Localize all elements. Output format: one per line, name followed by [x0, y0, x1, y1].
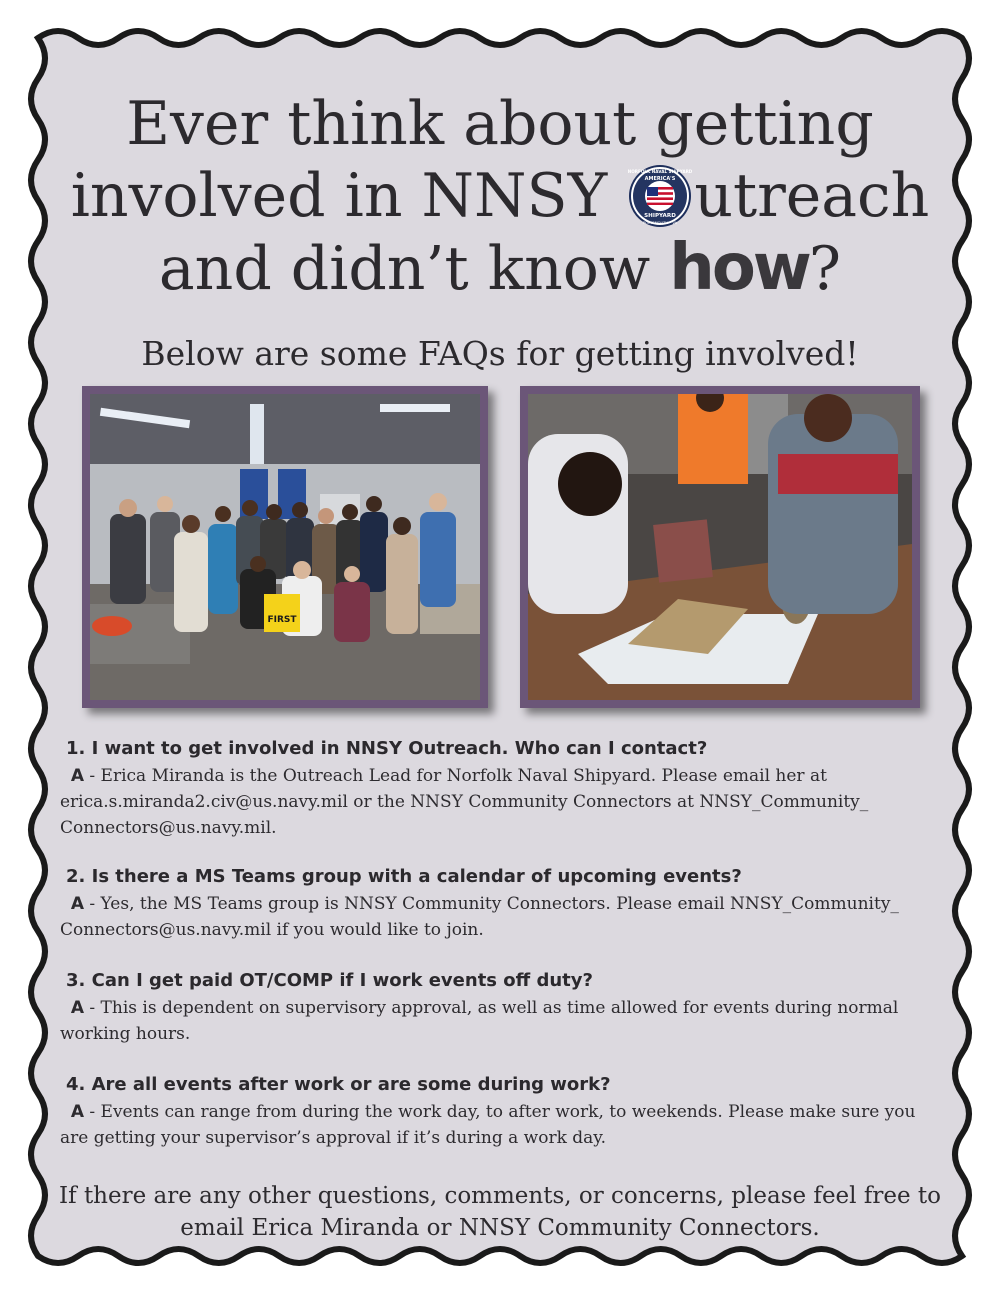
faq-question-1: 1. I want to get involved in NNSY Outreach. Who can I contact? — [66, 738, 708, 759]
logo-mid-text-2: SHIPYARD — [644, 213, 677, 219]
headline-line-2-end: utreach — [694, 161, 930, 231]
headline-line-2 — [40, 160, 960, 232]
headline-emphasis-how: how — [669, 231, 809, 305]
group-photo-image — [90, 394, 480, 700]
logo-top-text: NORFOLK NAVAL SHIPYARD — [628, 169, 693, 174]
first-sign — [264, 594, 300, 632]
faq-answer-2 — [60, 891, 940, 943]
headline — [40, 88, 960, 305]
faq-answer-1 — [60, 763, 940, 841]
faq-question-3: 3. Can I get paid OT/COMP if I work events off duty? — [66, 970, 593, 991]
group-photo — [82, 386, 488, 708]
headline-line-2-start: involved in NNSY — [70, 161, 627, 231]
headline-question-mark: ? — [808, 234, 842, 304]
headline-line-1: Ever think about getting — [126, 89, 874, 159]
faq-answer-label-4: A — [70, 1102, 84, 1122]
logo-mid-text-1: AMERICA'S — [645, 176, 676, 182]
faq-question-2: 2. Is there a MS Teams group with a calendar of upcoming events? — [66, 866, 742, 887]
first-sign-text: FIRST — [267, 615, 297, 625]
americas-shipyard-logo — [628, 164, 692, 228]
faq-item-4 — [60, 1074, 940, 1151]
logo-bottom-text: PORTSMOUTH • VA — [643, 221, 678, 225]
workshop-photo — [520, 386, 920, 708]
faq-answer-text-1: - Erica Miranda is the Outreach Lead for Norfolk Naval Shipyard. Please email her at erica.s.miranda2.civ@us.navy.mil or the NNSY Community Connectors at NNSY_Community_ Connectors@us.navy.mil. — [60, 766, 869, 838]
workshop-photo-image — [528, 394, 912, 700]
faq-item-2 — [60, 866, 940, 943]
closing-note: If there are any other questions, comments, or concerns, please feel free to email Erica Miranda or NNSY Community Connectors. — [59, 1183, 941, 1241]
headline-line-3-start: and didn’t know — [158, 234, 670, 304]
faq-answer-text-4: - Events can range from during the work day, to after work, to weekends. Please make sure you are getting your supervisor’s approval if it’s during a work day. — [60, 1102, 916, 1148]
faq-item-3 — [60, 970, 940, 1047]
faq-answer-label-1: A — [70, 766, 84, 786]
faq-answer-text-3: - This is dependent on supervisory approval, as well as time allowed for events during normal working hours. — [60, 998, 899, 1044]
faq-answer-4 — [60, 1099, 940, 1151]
headline-line-3 — [40, 232, 960, 305]
faq-question-4: 4. Are all events after work or are some during work? — [66, 1074, 611, 1095]
subtitle: Below are some FAQs for getting involved! — [141, 334, 859, 373]
faq-item-1 — [60, 738, 940, 841]
faq-answer-label-3: A — [70, 998, 84, 1018]
faq-answer-text-2: - Yes, the MS Teams group is NNSY Community Connectors. Please email NNSY_Community_ Connectors@us.navy.mil if you would like to join. — [60, 894, 899, 940]
faq-answer-label-2: A — [70, 894, 84, 914]
faq-answer-3 — [60, 995, 940, 1047]
